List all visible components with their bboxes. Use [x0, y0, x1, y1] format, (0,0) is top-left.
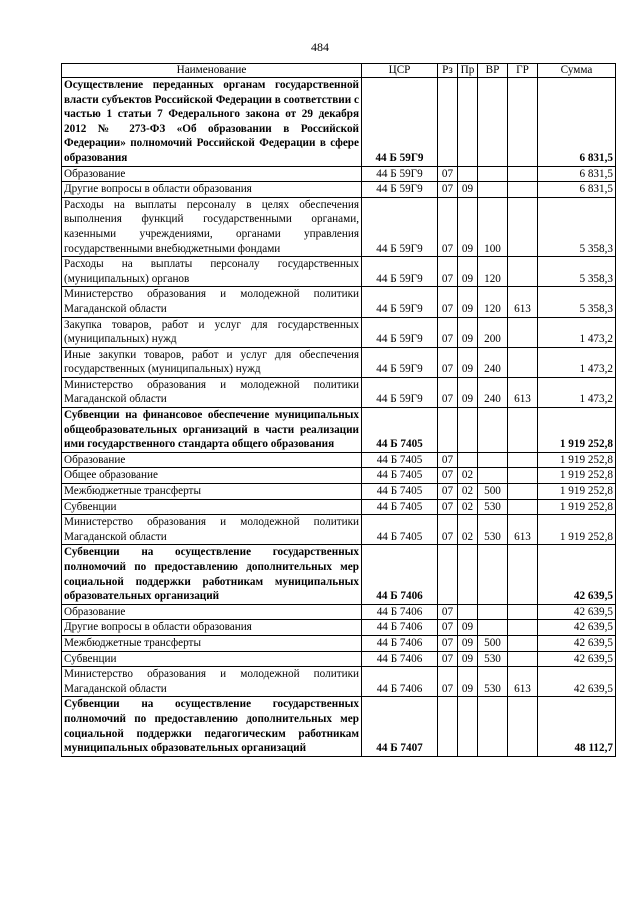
cell-csr: 44 Б 59Г9 [362, 287, 438, 317]
cell-vr [478, 408, 508, 453]
cell-gr [508, 182, 538, 198]
cell-gr [508, 499, 538, 515]
table-row [62, 667, 616, 697]
cell-rz: 07 [438, 317, 458, 347]
cell-name: Закупка товаров, работ и услуг для государственных (муниципальных) нужд [62, 317, 362, 347]
cell-vr: 530 [478, 499, 508, 515]
cell-name: Другие вопросы в области образования [62, 182, 362, 198]
cell-name: Министерство образования и молодежной политики Магаданской области [62, 377, 362, 407]
cell-pr: 02 [458, 484, 478, 500]
cell-name: Субвенции [62, 499, 362, 515]
cell-sum: 42 639,5 [538, 651, 616, 667]
cell-rz: 07 [438, 468, 458, 484]
cell-name: Министерство образования и молодежной политики Магаданской области [62, 667, 362, 697]
cell-csr: 44 Б 7406 [362, 545, 438, 604]
cell-gr [508, 468, 538, 484]
cell-csr: 44 Б 7405 [362, 515, 438, 545]
cell-vr: 530 [478, 667, 508, 697]
column-header-vr: ВР [478, 64, 508, 78]
cell-rz: 07 [438, 452, 458, 468]
table-row [62, 515, 616, 545]
cell-vr: 500 [478, 484, 508, 500]
cell-csr: 44 Б 7405 [362, 468, 438, 484]
cell-pr: 09 [458, 635, 478, 651]
table-row [62, 651, 616, 667]
cell-name: Расходы на выплаты персоналу в целях обеспечения выполнения функций государственными органами, казенными учреждениями, органами управления государственными внебюджетными фондами [62, 197, 362, 256]
cell-vr [478, 620, 508, 636]
cell-rz [438, 78, 458, 167]
table-row [62, 347, 616, 377]
cell-gr [508, 257, 538, 287]
cell-name: Межбюджетные трансферты [62, 484, 362, 500]
cell-csr: 44 Б 7405 [362, 408, 438, 453]
cell-vr: 530 [478, 651, 508, 667]
cell-name: Субвенции на осуществление государственных полномочий по предоставлению дополнительных мер социальной поддержки работникам муниципальных образовательных организаций [62, 545, 362, 604]
cell-sum: 1 919 252,8 [538, 468, 616, 484]
cell-pr: 09 [458, 347, 478, 377]
cell-rz: 07 [438, 635, 458, 651]
cell-rz: 07 [438, 257, 458, 287]
cell-name: Общее образование [62, 468, 362, 484]
table-row [62, 377, 616, 407]
column-header-sum: Сумма [538, 64, 616, 78]
cell-vr: 240 [478, 347, 508, 377]
cell-pr [458, 166, 478, 182]
cell-gr [508, 484, 538, 500]
column-header-rz: Рз [438, 64, 458, 78]
cell-csr: 44 Б 7406 [362, 604, 438, 620]
cell-gr [508, 347, 538, 377]
cell-rz: 07 [438, 499, 458, 515]
cell-name: Министерство образования и молодежной политики Магаданской области [62, 515, 362, 545]
cell-gr [508, 78, 538, 167]
cell-rz: 07 [438, 347, 458, 377]
cell-rz: 07 [438, 287, 458, 317]
cell-csr: 44 Б 59Г9 [362, 317, 438, 347]
table-row [62, 545, 616, 604]
cell-pr: 02 [458, 468, 478, 484]
cell-csr: 44 Б 7405 [362, 452, 438, 468]
cell-sum: 6 831,5 [538, 78, 616, 167]
cell-gr [508, 452, 538, 468]
cell-gr: 613 [508, 377, 538, 407]
cell-rz: 07 [438, 604, 458, 620]
cell-vr [478, 604, 508, 620]
cell-gr: 613 [508, 287, 538, 317]
table-row [62, 317, 616, 347]
cell-sum: 1 473,2 [538, 347, 616, 377]
cell-gr [508, 408, 538, 453]
cell-csr: 44 Б 59Г9 [362, 377, 438, 407]
cell-csr: 44 Б 7406 [362, 667, 438, 697]
cell-vr [478, 78, 508, 167]
cell-pr: 09 [458, 620, 478, 636]
cell-rz: 07 [438, 182, 458, 198]
cell-csr: 44 Б 59Г9 [362, 347, 438, 377]
cell-csr: 44 Б 59Г9 [362, 257, 438, 287]
table-row [62, 287, 616, 317]
cell-rz: 07 [438, 620, 458, 636]
cell-sum: 1 919 252,8 [538, 515, 616, 545]
cell-vr [478, 697, 508, 756]
cell-name: Другие вопросы в области образования [62, 620, 362, 636]
cell-vr: 120 [478, 257, 508, 287]
cell-csr: 44 Б 59Г9 [362, 197, 438, 256]
cell-vr [478, 468, 508, 484]
cell-sum: 1 919 252,8 [538, 499, 616, 515]
table-row [62, 635, 616, 651]
cell-pr: 09 [458, 257, 478, 287]
table-row [62, 604, 616, 620]
cell-name: Межбюджетные трансферты [62, 635, 362, 651]
table-row [62, 197, 616, 256]
table-row [62, 166, 616, 182]
cell-pr [458, 545, 478, 604]
budget-table [61, 63, 616, 757]
cell-csr: 44 Б 7407 [362, 697, 438, 756]
cell-vr: 100 [478, 197, 508, 256]
table-header-row [62, 64, 616, 78]
cell-rz: 07 [438, 166, 458, 182]
cell-pr [458, 697, 478, 756]
cell-pr: 09 [458, 287, 478, 317]
cell-csr: 44 Б 7406 [362, 635, 438, 651]
cell-sum: 42 639,5 [538, 604, 616, 620]
cell-sum: 1 473,2 [538, 317, 616, 347]
cell-gr [508, 620, 538, 636]
cell-rz: 07 [438, 484, 458, 500]
cell-gr: 613 [508, 515, 538, 545]
table-row [62, 452, 616, 468]
cell-pr [458, 408, 478, 453]
cell-pr [458, 452, 478, 468]
cell-name: Субвенции на осуществление государственных полномочий по предоставлению дополнительных мер социальной поддержки педагогическим работникам муниципальных образовательных организаций [62, 697, 362, 756]
cell-rz: 07 [438, 377, 458, 407]
cell-sum: 5 358,3 [538, 197, 616, 256]
column-header-gr: ГР [508, 64, 538, 78]
cell-gr [508, 545, 538, 604]
cell-name: Субвенции [62, 651, 362, 667]
cell-pr: 09 [458, 377, 478, 407]
cell-sum: 5 358,3 [538, 257, 616, 287]
cell-gr [508, 317, 538, 347]
cell-vr: 120 [478, 287, 508, 317]
cell-name: Образование [62, 452, 362, 468]
cell-vr [478, 545, 508, 604]
cell-rz: 07 [438, 667, 458, 697]
table-row [62, 257, 616, 287]
cell-sum: 48 112,7 [538, 697, 616, 756]
column-header-csr: ЦСР [362, 64, 438, 78]
cell-rz: 07 [438, 515, 458, 545]
table-row [62, 499, 616, 515]
page-number: 484 [311, 40, 329, 54]
cell-sum: 42 639,5 [538, 667, 616, 697]
cell-sum: 42 639,5 [538, 545, 616, 604]
cell-csr: 44 Б 59Г9 [362, 182, 438, 198]
cell-vr [478, 182, 508, 198]
cell-pr: 09 [458, 317, 478, 347]
cell-vr [478, 166, 508, 182]
table-row [62, 697, 616, 756]
cell-pr: 09 [458, 197, 478, 256]
cell-pr [458, 78, 478, 167]
cell-sum: 6 831,5 [538, 166, 616, 182]
column-header-name: Наименование [62, 64, 362, 78]
table-row [62, 78, 616, 167]
cell-name: Образование [62, 604, 362, 620]
table-row [62, 484, 616, 500]
cell-gr [508, 697, 538, 756]
cell-gr [508, 651, 538, 667]
cell-rz [438, 545, 458, 604]
cell-name: Субвенции на финансовое обеспечение муниципальных общеобразовательных организаций в части реализации ими государственного стандарта общего образования [62, 408, 362, 453]
cell-name: Министерство образования и молодежной политики Магаданской области [62, 287, 362, 317]
cell-pr [458, 604, 478, 620]
cell-name: Расходы на выплаты персоналу государственных (муниципальных) органов [62, 257, 362, 287]
cell-rz: 07 [438, 651, 458, 667]
cell-csr: 44 Б 7406 [362, 620, 438, 636]
cell-gr [508, 604, 538, 620]
table-body [62, 78, 616, 757]
cell-gr: 613 [508, 667, 538, 697]
cell-rz [438, 697, 458, 756]
cell-pr: 02 [458, 515, 478, 545]
cell-pr: 09 [458, 667, 478, 697]
cell-vr: 530 [478, 515, 508, 545]
cell-sum: 1 919 252,8 [538, 408, 616, 453]
cell-sum: 6 831,5 [538, 182, 616, 198]
cell-csr: 44 Б 59Г9 [362, 166, 438, 182]
cell-csr: 44 Б 7406 [362, 651, 438, 667]
cell-csr: 44 Б 59Г9 [362, 78, 438, 167]
cell-pr: 09 [458, 182, 478, 198]
cell-sum: 42 639,5 [538, 635, 616, 651]
cell-rz [438, 408, 458, 453]
table-row [62, 182, 616, 198]
cell-gr [508, 635, 538, 651]
table-row [62, 468, 616, 484]
cell-gr [508, 197, 538, 256]
column-header-pr: Пр [458, 64, 478, 78]
cell-sum: 42 639,5 [538, 620, 616, 636]
cell-pr: 02 [458, 499, 478, 515]
cell-sum: 1 919 252,8 [538, 484, 616, 500]
cell-sum: 5 358,3 [538, 287, 616, 317]
cell-vr: 200 [478, 317, 508, 347]
cell-name: Иные закупки товаров, работ и услуг для обеспечения государственных (муниципальных) нужд [62, 347, 362, 377]
cell-csr: 44 Б 7405 [362, 499, 438, 515]
cell-sum: 1 919 252,8 [538, 452, 616, 468]
cell-name: Осуществление переданных органам государственной власти субъектов Российской Федерации в соответствии с частью 1 статьи 7 Федерального закона от 29 декабря 2012 № 273-ФЗ «Об образовании в Российской Федерации» полномочий Российской Федерации в сфере образования [62, 78, 362, 167]
table-row [62, 408, 616, 453]
cell-vr: 500 [478, 635, 508, 651]
table-row [62, 620, 616, 636]
cell-sum: 1 473,2 [538, 377, 616, 407]
cell-name: Образование [62, 166, 362, 182]
cell-pr: 09 [458, 651, 478, 667]
cell-rz: 07 [438, 197, 458, 256]
cell-vr [478, 452, 508, 468]
cell-gr [508, 166, 538, 182]
cell-csr: 44 Б 7405 [362, 484, 438, 500]
cell-vr: 240 [478, 377, 508, 407]
